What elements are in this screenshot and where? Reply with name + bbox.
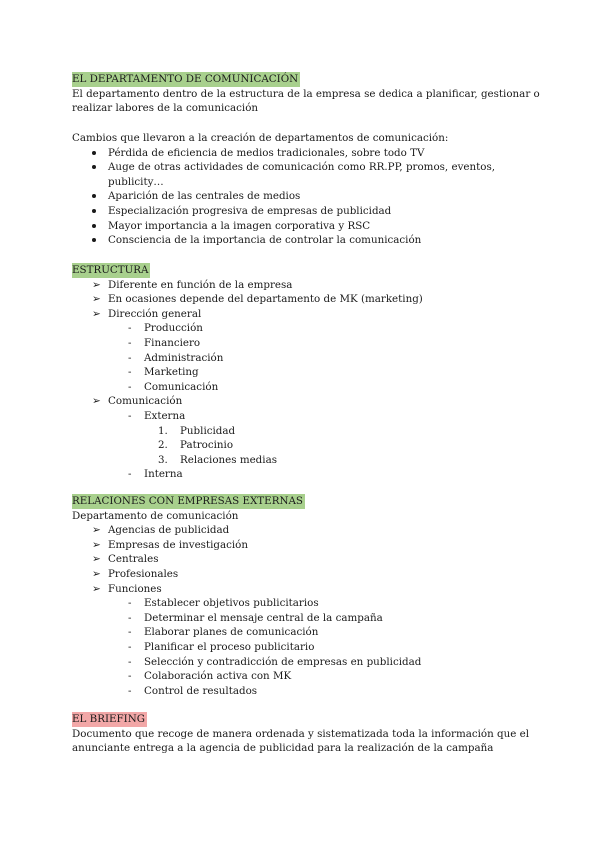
bullet-dot-icon [92,224,96,228]
list-item: Auge de otras actividades de comunicación como RR.PP, promos, eventos, publicity… [72,160,542,189]
relaciones-intro: Departamento de comunicación [72,509,239,522]
arrow-bullet-icon: ➢ [92,553,101,566]
dept-intro: El departamento dentro de la estructura de la empresa se dedica a planificar, gestionar o realizar labores de la comunicación [72,87,540,115]
dash-bullet-icon: - [128,380,132,393]
list-item: ➢ Dirección general [92,307,202,320]
arrow-bullet-icon: ➢ [92,567,101,580]
dash-bullet-icon: - [128,597,132,610]
list-item: Pérdida de eficiencia de medios tradicionales, sobre todo TV [72,146,542,161]
list-item: Especialización progresiva de empresas de publicidad [72,204,542,219]
list-item: Aparición de las centrales de medios [72,189,542,204]
section-briefing [72,712,542,756]
list-item: - Comunicación [128,380,219,393]
list-item: - Planificar el proceso publicitario [128,640,315,653]
section-departamento [72,72,542,116]
changes-list [72,146,542,248]
list-item: ➢ Funciones [92,582,162,595]
arrow-bullet-icon: ➢ [92,395,101,408]
list-item: Mayor importancia a la imagen corporativa y RSC [72,219,542,234]
list-item: - Administración [128,351,224,364]
dash-bullet-icon: - [128,351,132,364]
changes-block [72,131,542,248]
list-item: ➢ Agencias de publicidad [92,524,230,537]
bullet-dot-icon [92,165,96,169]
dash-bullet-icon: - [128,640,132,653]
dash-bullet-icon: - [128,409,132,422]
changes-intro: Cambios que llevaron a la creación de departamentos de comunicación: [72,132,449,144]
dash-bullet-icon: - [128,684,132,697]
dash-bullet-icon: - [128,655,132,668]
list-item: - Control de resultados [128,684,258,697]
list-item: - Interna [128,468,183,481]
bullet-dot-icon [92,151,96,155]
list-item: ➢ Comunicación [92,395,183,408]
number-marker: 3. [158,453,168,466]
list-item: 3. Relaciones medias [158,453,277,466]
number-marker: 1. [158,424,168,437]
arrow-bullet-icon: ➢ [92,278,101,291]
list-item: ➢ Centrales [92,553,159,566]
bullet-dot-icon [92,238,96,242]
dash-bullet-icon: - [128,336,132,349]
list-item: - Determinar el mensaje central de la campaña [128,611,383,624]
dash-bullet-icon: - [128,626,132,639]
list-item: - Elaborar planes de comunicación [128,626,319,639]
briefing-text: Documento que recoge de manera ordenada y sistematizada toda la información que el anunciante entrega a la agencia de publicidad para la realización de la campaña [72,727,530,755]
arrow-bullet-icon: ➢ [92,582,101,595]
list-item: - Externa [128,409,186,422]
list-item: ➢ Diferente en función de la empresa [92,278,293,291]
list-item: Consciencia de la importancia de controlar la comunicación [72,233,542,248]
arrow-bullet-icon: ➢ [92,307,101,320]
list-item: ➢ Profesionales [92,567,179,580]
list-item: 1. Publicidad [158,424,236,437]
arrow-bullet-icon: ➢ [92,524,101,537]
list-item: 2. Patrocinio [158,439,234,452]
dash-bullet-icon: - [128,468,132,481]
list-item: - Colaboración activa con MK [128,670,292,683]
list-item: - Selección y contradicción de empresas en publicidad [128,655,422,668]
bullet-dot-icon [92,209,96,213]
estructura-list [72,278,542,482]
dash-bullet-icon: - [128,322,132,335]
list-item: - Financiero [128,336,201,349]
relaciones-list [72,523,542,698]
section-title-departamento: EL DEPARTAMENTO DE COMUNICACIÓN [72,73,299,85]
dash-bullet-icon: - [128,611,132,624]
arrow-bullet-icon: ➢ [92,538,101,551]
section-title-estructura: ESTRUCTURA [72,264,149,276]
section-title-briefing: EL BRIEFING [72,713,145,725]
list-item: - Marketing [128,366,199,379]
dash-bullet-icon: - [128,670,132,683]
list-item: - Establecer objetivos publicitarios [128,597,319,610]
list-item: ➢ Empresas de investigación [92,538,248,551]
section-title-relaciones: RELACIONES CON EMPRESAS EXTERNAS [72,495,303,507]
section-estructura [72,263,542,482]
list-item: ➢ En ocasiones depende del departamento de MK (marketing) [92,293,423,306]
number-marker: 2. [158,439,168,452]
dash-bullet-icon: - [128,366,132,379]
arrow-bullet-icon: ➢ [92,293,101,306]
bullet-dot-icon [92,194,96,198]
section-relaciones [72,494,542,698]
list-item: - Producción [128,322,203,335]
